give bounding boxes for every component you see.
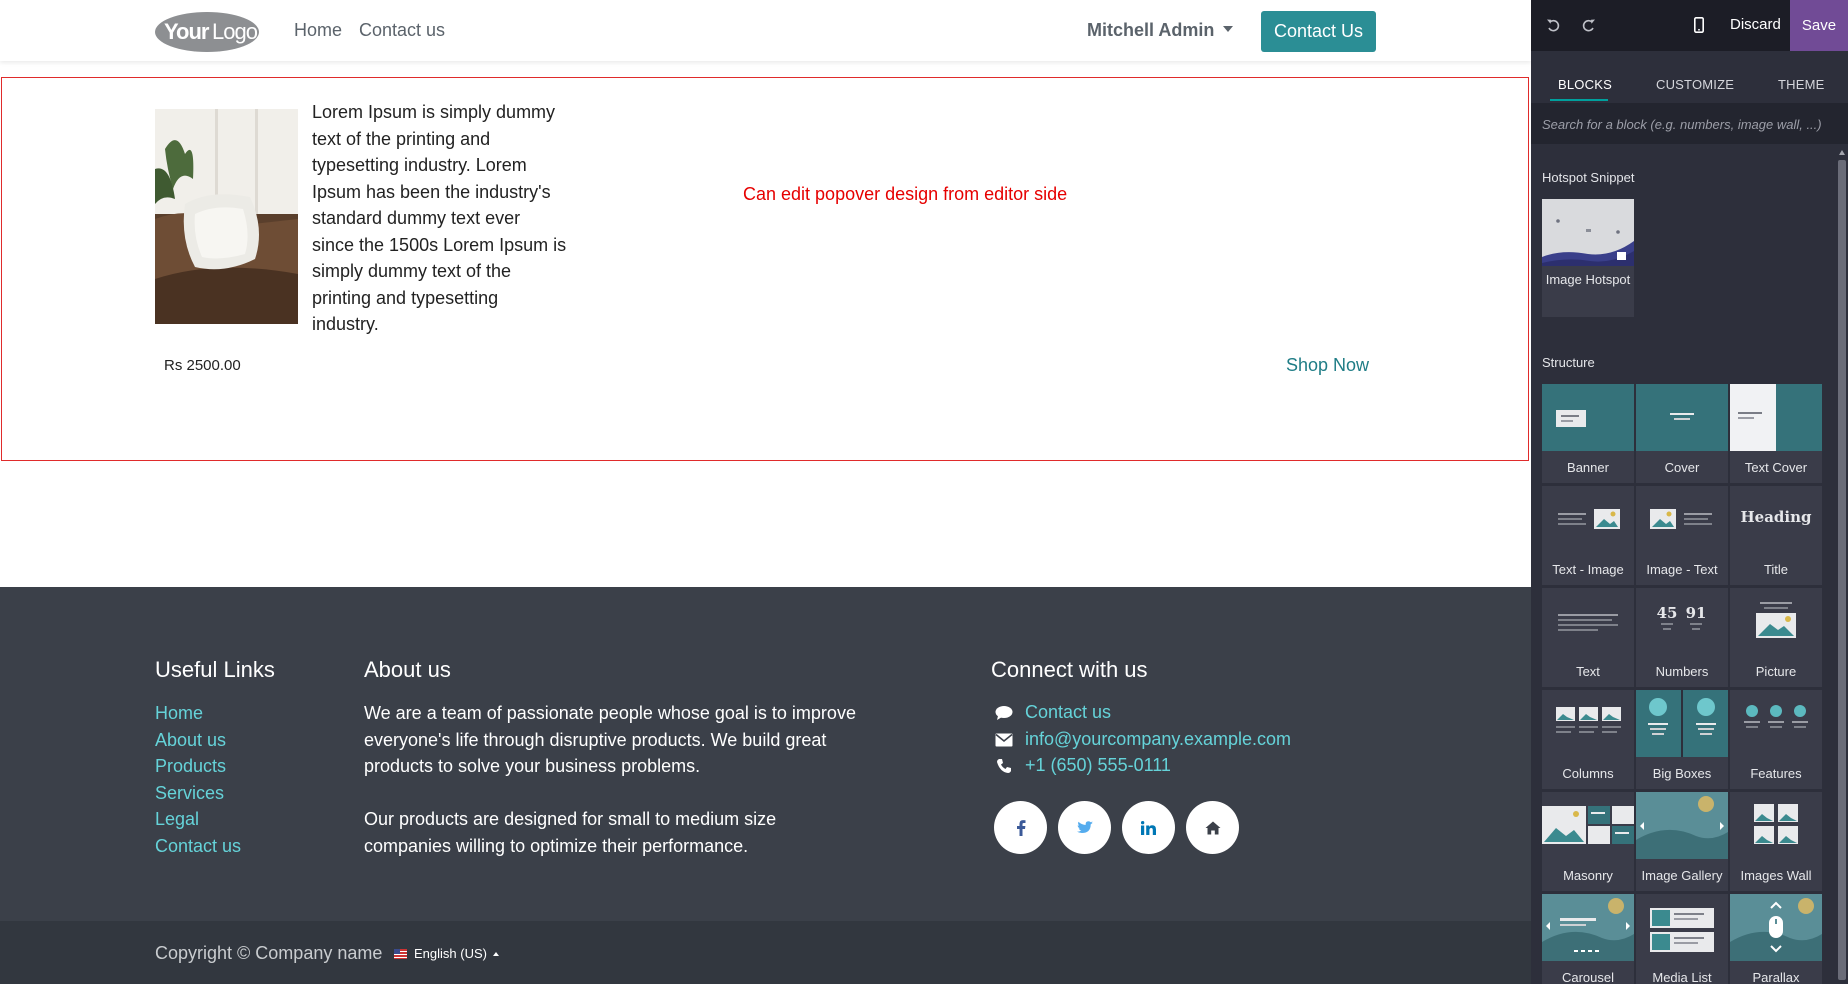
tab-blocks[interactable]: BLOCKS xyxy=(1558,77,1612,92)
phone-icon xyxy=(994,757,1014,775)
text-thumbnail xyxy=(1542,588,1634,655)
big-boxes-label: Big Boxes xyxy=(1652,766,1712,781)
banner-label: Banner xyxy=(1567,460,1609,475)
connect-heading: Connect with us xyxy=(991,657,1148,682)
cover-label: Cover xyxy=(1664,460,1700,475)
title-label: Title xyxy=(1763,562,1789,577)
footer-phone-link[interactable] xyxy=(994,755,1171,776)
block-cover[interactable] xyxy=(1636,384,1728,483)
footer-link-contact[interactable]: Contact us xyxy=(155,835,242,856)
block-picture[interactable] xyxy=(1730,588,1822,687)
useful-links-list xyxy=(155,700,241,859)
block-image-text[interactable] xyxy=(1636,486,1728,585)
tab-customize[interactable]: CUSTOMIZE xyxy=(1656,77,1735,92)
scroll-up-icon[interactable] xyxy=(1839,150,1845,155)
user-name: Mitchell Admin xyxy=(1087,20,1215,40)
panel-scrollbar[interactable] xyxy=(1836,148,1848,984)
envelope-icon xyxy=(994,731,1014,749)
scrollbar-thumb[interactable] xyxy=(1838,160,1846,980)
footer-contact-link[interactable] xyxy=(994,702,1111,723)
numbers-label: Numbers xyxy=(1655,664,1709,679)
about-paragraph-2: Our products are designed for small to medium size companies willing to optimize their performance. xyxy=(364,809,777,856)
text-image-label: Text - Image xyxy=(1552,562,1624,577)
about-paragraph-1: We are a team of passionate people whose goal is to improve everyone's life through disruptive products. We build great products to solve your business problems. xyxy=(364,703,856,776)
block-carousel[interactable] xyxy=(1542,894,1634,984)
active-tab-indicator xyxy=(1550,99,1608,101)
svg-text:Your: Your xyxy=(164,19,209,44)
block-images-wall[interactable] xyxy=(1730,792,1822,891)
big-boxes-thumbnail xyxy=(1636,690,1728,757)
copyright-text: Copyright © Company name xyxy=(155,943,383,963)
carousel-thumbnail xyxy=(1542,894,1634,961)
block-features[interactable] xyxy=(1730,690,1822,789)
section-hotspot-heading: Hotspot Snippet xyxy=(1542,170,1635,185)
image-text-thumbnail xyxy=(1636,486,1728,553)
footer-link-home[interactable]: Home xyxy=(155,703,204,723)
footer-link-about[interactable]: About us xyxy=(155,729,227,750)
image-gallery-thumbnail xyxy=(1636,792,1728,859)
media-list-label: Media List xyxy=(1652,970,1712,984)
nav-contact-link[interactable]: Contact us xyxy=(359,20,446,40)
product-price: Rs 2500.00 xyxy=(164,357,241,374)
footer-email-link[interactable] xyxy=(994,729,1291,750)
editor-panel xyxy=(1531,0,1848,984)
text-cover-label: Text Cover xyxy=(1744,460,1808,475)
cover-thumbnail xyxy=(1636,384,1728,451)
title-thumbnail xyxy=(1730,486,1822,553)
block-search-bar xyxy=(1531,103,1848,144)
image-text-label: Image - Text xyxy=(1646,562,1718,577)
block-image-gallery[interactable] xyxy=(1636,792,1728,891)
masonry-label: Masonry xyxy=(1563,868,1613,883)
features-label: Features xyxy=(1750,766,1802,781)
svg-text:Logo: Logo xyxy=(212,19,257,44)
image-hotspot-thumbnail xyxy=(1542,199,1634,266)
language-label: English (US) xyxy=(414,946,487,961)
us-flag-icon xyxy=(394,949,407,959)
images-wall-label: Images Wall xyxy=(1740,868,1812,883)
block-text-image[interactable] xyxy=(1542,486,1634,585)
block-columns[interactable] xyxy=(1542,690,1634,789)
block-parallax[interactable] xyxy=(1730,894,1822,984)
user-menu[interactable] xyxy=(1087,20,1233,41)
tab-theme[interactable]: THEME xyxy=(1778,77,1825,92)
footer-link-services[interactable]: Services xyxy=(155,782,225,803)
images-wall-thumbnail xyxy=(1730,792,1822,859)
parallax-thumbnail xyxy=(1730,894,1822,961)
top-navbar xyxy=(0,0,1531,61)
parallax-label: Parallax xyxy=(1752,970,1800,984)
shop-now-link[interactable]: Shop Now xyxy=(1286,355,1370,375)
footer-link-products[interactable]: Products xyxy=(155,756,227,776)
undo-icon[interactable] xyxy=(1543,14,1563,36)
image-hotspot-label: Image Hotspot xyxy=(1545,272,1631,287)
caret-up-icon xyxy=(493,952,499,956)
mobile-preview-icon[interactable] xyxy=(1689,14,1709,36)
block-masonry[interactable] xyxy=(1542,792,1634,891)
product-description: Lorem Ipsum is simply dummy text of the printing and typesetting industry. Lorem Ipsum has been the industry's standard dummy text ever since the 1500s Lorem Ipsum is simply dummy text of the printing and typesetting industry. xyxy=(312,102,567,334)
block-image-hotspot[interactable] xyxy=(1542,199,1634,317)
block-numbers[interactable] xyxy=(1636,588,1728,687)
section-structure-heading: Structure xyxy=(1542,355,1595,370)
numbers-thumb-b: 91 xyxy=(1685,604,1707,622)
block-search-input[interactable] xyxy=(1542,113,1838,135)
carousel-label: Carousel xyxy=(1561,970,1615,984)
useful-links-heading: Useful Links xyxy=(155,657,275,682)
title-thumb-heading: Heading xyxy=(1740,508,1812,526)
columns-thumbnail xyxy=(1542,690,1634,757)
save-button[interactable]: Save xyxy=(1790,0,1848,51)
home-icon[interactable] xyxy=(1186,801,1239,854)
redo-icon[interactable] xyxy=(1579,14,1599,36)
numbers-thumb-a: 45 xyxy=(1656,604,1678,622)
block-text[interactable] xyxy=(1542,588,1634,687)
footer-contact-text: Contact us xyxy=(1025,702,1112,722)
discard-button[interactable]: Discard xyxy=(1730,16,1781,33)
picture-label: Picture xyxy=(1755,664,1797,679)
text-label: Text xyxy=(1576,664,1600,679)
linkedin-icon[interactable] xyxy=(1122,801,1175,854)
contact-us-button[interactable]: Contact Us xyxy=(1261,11,1376,52)
block-big-boxes[interactable] xyxy=(1636,690,1728,789)
banner-thumbnail xyxy=(1542,384,1634,451)
block-banner[interactable] xyxy=(1542,384,1634,483)
twitter-icon[interactable] xyxy=(1058,801,1111,854)
footer-phone-text: +1 (650) 555-0111 xyxy=(1025,755,1171,775)
footer-link-legal[interactable]: Legal xyxy=(155,809,200,829)
editor-note: Can edit popover design from editor side xyxy=(743,184,1068,204)
language-selector[interactable] xyxy=(394,946,499,961)
media-list-thumbnail xyxy=(1636,894,1728,961)
text-image-thumbnail xyxy=(1542,486,1634,553)
comment-icon xyxy=(994,704,1014,722)
picture-thumbnail xyxy=(1730,588,1822,655)
caret-down-icon xyxy=(1223,26,1233,32)
numbers-thumbnail xyxy=(1636,588,1728,655)
block-text-cover[interactable] xyxy=(1730,384,1822,483)
footer-email-text: info@yourcompany.example.com xyxy=(1025,729,1292,749)
product-image[interactable] xyxy=(155,109,298,324)
block-media-list[interactable] xyxy=(1636,894,1728,984)
block-title[interactable] xyxy=(1730,486,1822,585)
facebook-icon[interactable] xyxy=(994,801,1047,854)
nav-home-link[interactable]: Home xyxy=(294,20,343,40)
company-logo[interactable] xyxy=(154,11,260,53)
about-us-heading: About us xyxy=(364,657,451,682)
masonry-thumbnail xyxy=(1542,792,1634,859)
text-cover-thumbnail xyxy=(1730,384,1822,451)
columns-label: Columns xyxy=(1562,766,1614,781)
image-gallery-label: Image Gallery xyxy=(1641,868,1723,883)
features-thumbnail xyxy=(1730,690,1822,757)
